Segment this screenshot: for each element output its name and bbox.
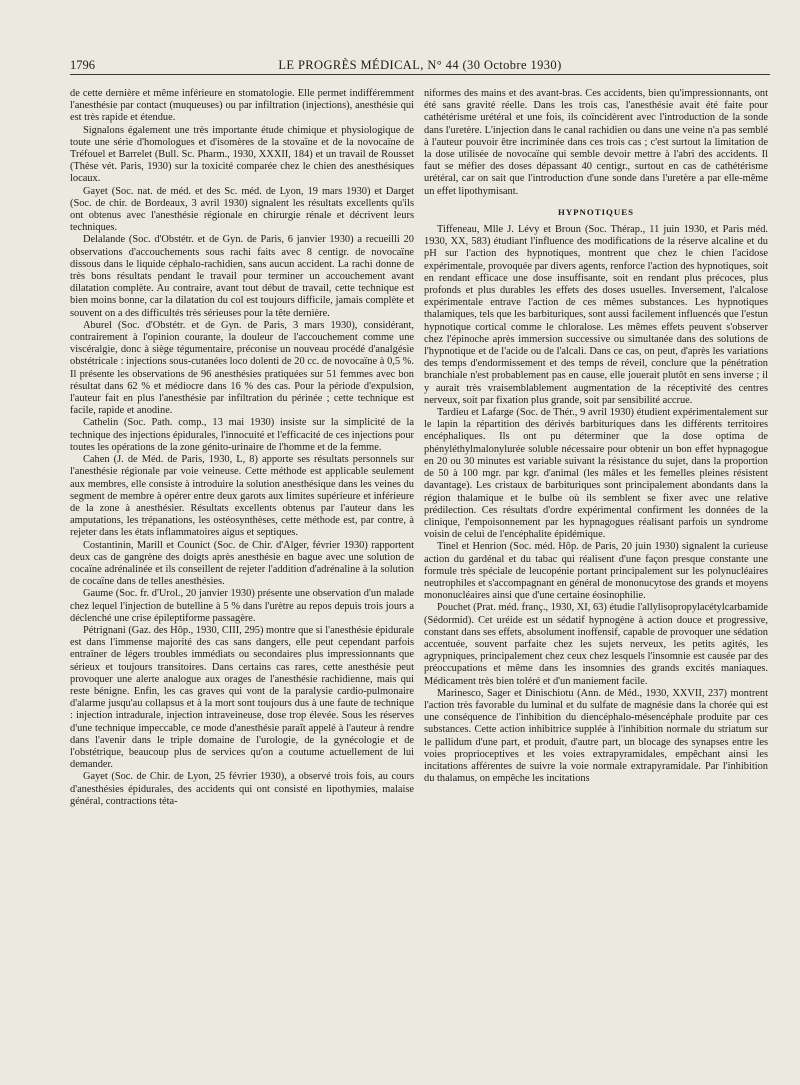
running-title: LE PROGRÈS MÉDICAL, N° 44 (30 Octobre 1930) bbox=[278, 58, 562, 72]
paragraph: Tiffeneau, Mlle J. Lévy et Broun (Soc. Thérap., 11 juin 1930, et Paris méd. 1930, XX, 583) étudiant l'influence des modifications de la réserve alcaline et du pH sur l'action des hypnotiques, montrent que chez le chien l'acidose expérimentale, provoquée par divers agents, renforce l'action des hypnotiques, soit en rendant efficace une dose insuffisante, soit en rendant plus précoces, plus profonds et plus durables les effets des doses usuelles. Inversement, l'alcalose expérimentale entrave l'action de ces mêmes substances. Les hypnotiques thalamiques, tels que les barbituriques, sont aussi facilement influencés que l'estun hypnotique cortical comme le chloralose. Les mêmes effets peuvent s'observer chez l'épinoche après immersion successive ou simultanée dans des solutions de l'hypnotique et de l'acide ou de l'alcali. Dans ce cas, on peut, d'après les variations des temps d'endormissement et des temps de réveil, conclure que la pénétration branchiale n'est probablement pas en cause, elle jouerait plutôt en sens inverse ; il y aurait très vraisemblablement augmentation de la réceptivité des centres nerveux, soit par fixation plus grande, soit par sensibilité accrue. bbox=[424, 224, 768, 406]
paragraph: Aburel (Soc. d'Obstétr. et de Gyn. de Paris, 3 mars 1930), considérant, contrairement à l'opinion courante, la douleur de l'accouchement comme une viscéralgie, donc à siège tégumentaire, préconise un nouveau procédé d'analgésie obstétricale : injections sous-cutanées loco dolenti de 20 cc. de novocaïne à 0,5 %. Il présente les observations de 96 anesthésies pratiquées sur 51 femmes avec bon résultat dans 62 % et médiocre dans 16 % des cas. Pour la période d'expulsion, l'auteur fait en plus l'anesthésie par infiltration du périnée ; cette technique est facile, rapide et anodine. bbox=[70, 319, 414, 417]
page-header bbox=[70, 58, 770, 80]
paragraph: Delalande (Soc. d'Obstétr. et de Gyn. de Paris, 6 janvier 1930) a recueilli 20 observations d'accouchements sous rachi faits avec 8 centigr. de novocaïne dissous dans le liquide céphalo-rachidien, sans aucun accident. La rachi donne de très bons résultats pendant le travail pour terminer un accouchement avant dilatation complète. Au contraire, avant tout début de travail, cette technique est bien moins bonne, car la dilatation du col est toujours difficile, jamais complète et souvent on a des difficultés très sérieuses pour la tête dernière. bbox=[70, 234, 414, 319]
paragraph: de cette dernière et même inférieure en stomatologie. Elle permet indifféremment l'anesthésie par contact (muqueuses) ou par infiltration (injections), anesthésie qui est très rapide et étendue. bbox=[70, 88, 414, 124]
right-column bbox=[424, 88, 768, 1073]
paragraph: Tinel et Henrion (Soc. méd. Hôp. de Paris, 20 juin 1930) signalent la curieuse action du gardénal et du tabac qui réalisent d'une façon presque constante une formule très spéciale de leucopénie portant principalement sur les polynucléaires neutrophiles et s'accompagnant en général de mononucytose des grands et moyens mononucléaires ainsi que d'une certaine éosinophilie. bbox=[424, 541, 768, 602]
paragraph: Cathelin (Soc. Path. comp., 13 mai 1930) insiste sur la simplicité de la technique des injections épidurales, l'innocuité et l'efficacité de ces injections pour toutes les opérations de la zone génito-urinaire de l'homme et de la femme. bbox=[70, 417, 414, 453]
paragraph: Pouchet (Prat. méd. franç., 1930, XI, 63) étudie l'allylisopropylacétylcarbamide (Sédormid). Cet uréide est un sédatif hypnogène à action douce et progressive, constant dans ses effets, absolument inoffensif, capable de provoquer une sédation accentuée, souvent parfaite chez les sujets nerveux, les petits agités, les agrypniques, principalement chez ceux chez lesquels l'insomnie est causée par des préoccupations et même dans les insomnies des grands excités maniaques. Médicament très bien toléré et d'un maniement facile. bbox=[424, 602, 768, 687]
paragraph: niformes des mains et des avant-bras. Ces accidents, bien qu'impressionnants, ont été sans gravité réelle. Dans les trois cas, l'anesthésie avait été faite pour cathétérisme urétéral et une fois, ils coïncidèrent avec l'introduction de la sonde dans l'uretère. L'injection dans le canal rachidien ou dans une veine n'a pas semblé à l'auteur pouvoir être incriminée dans ces trois cas ; c'est surtout la limitation de la dose utilisée de novocaïne qui semble devoir mettre à l'abri des accidents. Il faut se méfier des doses dépassant 40 centigr., surtout en cas de cathétérisme urétéral, car on sait que l'introduction d'une sonde dans l'uretère a par elle-même un effet lipothymisant. bbox=[424, 88, 768, 197]
paragraph: Gayet (Soc. de Chir. de Lyon, 25 février 1930), a observé trois fois, au cours d'anesthésies épidurales, des accidents qui ont consisté en lipothymies, malaise général, contractions téta- bbox=[70, 771, 414, 807]
paragraph: Marinesco, Sager et Dinischiotu (Ann. de Méd., 1930, XXVII, 237) montrent l'action très favorable du luminal et du sulfate de magnésie dans la chorée qui est une conséquence de l'inhibition du diencéphalo-mésencéphale produite par ces substances. Cette action inhibitrice supplée à l'inhibition normale du striatum sur le pallidum d'une part, et produit, d'autre part, un blocage des synapses entre les voies proprioceptives et les voies extrapyramidales, empêchant ainsi les incitations afférentes de suivre la voie normale extrapyramidale. Par l'inhibition du thalamus, on empêche les incitations bbox=[424, 687, 768, 785]
paragraph: Signalons également une très importante étude chimique et physiologique de toute une série d'homologues et d'isomères de la stovaïne et de la novocaïne de Tréfouel et Barrelet (Bull. Sc. Pharm., 1930, XXXII, 184) et un travail de Rousset (Thèse vét. Paris, 1930) sur la toxicité comparée chez le chien des anesthésiques locaux. bbox=[70, 124, 414, 185]
paragraph: Tardieu et Lafarge (Soc. de Thér., 9 avril 1930) étudient expérimentalement sur le lapin la répartition des dérivés barbituriques dans les différents territoires encéphaliques. Ils ont pu déterminer que la dose optima de phényléthylmalonylurée soluble nécessaire pour obtenir un bon effet hypnagogue en 20 ou 30 minutes est variable suivant la résistance du sujet, dans la proportion de 50 à 100 mgr. par kgr. d'animal (les mâles et les femelles pleines résistent davantage). Les cristaux de barbituriques sont principalement abondants dans la région thalamique et le bulbe où ils semblent se fixer avec une relative prédilection. Ces résultats d'ordre expérimental confirment les données de la clinique, l'empoisonnement par les hypnagogues réalisant parfois un syndrome voisin de celui de l'encéphalite épidémique. bbox=[424, 407, 768, 541]
paragraph: Cahen (J. de Méd. de Paris, 1930, L, 8) apporte ses résultats personnels sur l'anesthésie régionale par voie veineuse. Cette méthode est applicable seulement aux membres, elle consiste à introduire la solution anesthésique dans les veines du segment de membre à opérer entre deux garots aux limites supérieure et inférieure de la zone à anesthésier. Résultats excellents obtenus par l'auteur dans les amputations, les trépanations, les ostéosynthèses, cette méthode est, par contre, à rejeter dans les états inflammatoires aigus et septiques. bbox=[70, 454, 414, 539]
section-heading: HYPNOTIQUES bbox=[557, 206, 634, 217]
paragraph: Costantinin, Marill et Counict (Soc. de Chir. d'Alger, février 1930) rapportent deux cas de gangrène des doigts après anesthésie en bague avec une solution de cocaïne adrénalinée et ils conseillent de rejeter l'addition d'adrénaline à la solution de cocaïne dans de telles anesthésies. bbox=[70, 539, 414, 588]
paragraph: Gayet (Soc. nat. de méd. et des Sc. méd. de Lyon, 19 mars 1930) et Darget (Soc. de chir. de Bordeaux, 3 avril 1930) signalent les résultats excellents qu'ils ont obtenus avec l'anesthésie régionale en chirurgie rénale et décrivent leurs techniques. bbox=[70, 185, 414, 234]
header-rule bbox=[70, 74, 770, 75]
page-number: 1796 bbox=[70, 58, 95, 72]
paragraph: Gaume (Soc. fr. d'Urol., 20 janvier 1930) présente une observation d'un malade chez lequel l'injection de butelline à 5 % dans l'urètre au repos depuis trois jours a déclenché une crise épileptiforme passagère. bbox=[70, 588, 414, 624]
paragraph: Pétrignani (Gaz. des Hôp., 1930, CIII, 295) montre que si l'anesthésie épidurale est dans l'immense majorité des cas sans dangers, elle peut cependant parfois entraîner de légers troubles immédiats ou secondaires plus impressionnants que sérieux et toujours transitoires. Dans certains cas rares, cette anesthésie peut provoquer une alerte analogue aux orages de l'anesthésie rachidienne, mais qui reste bénigne. Enfin, les cas graves qui vont de la paralysie cardio-pulmonaire d'alarme jusqu'au collapsus et à la mort sont toujours dus à une faute de technique : injection intradurale, injection intraveineuse, dose trop élevée. Sous les réserves d'une technique impeccable, ce mode d'anesthésie paraît appelé à l'auteur à rendre dans l'avenir dans le triple domaine de l'urologie, de la gynécologie et de l'obstétrique, beaucoup plus de services qu'on a coutume actuellement de lui demander. bbox=[70, 624, 414, 771]
left-column bbox=[70, 88, 414, 1073]
